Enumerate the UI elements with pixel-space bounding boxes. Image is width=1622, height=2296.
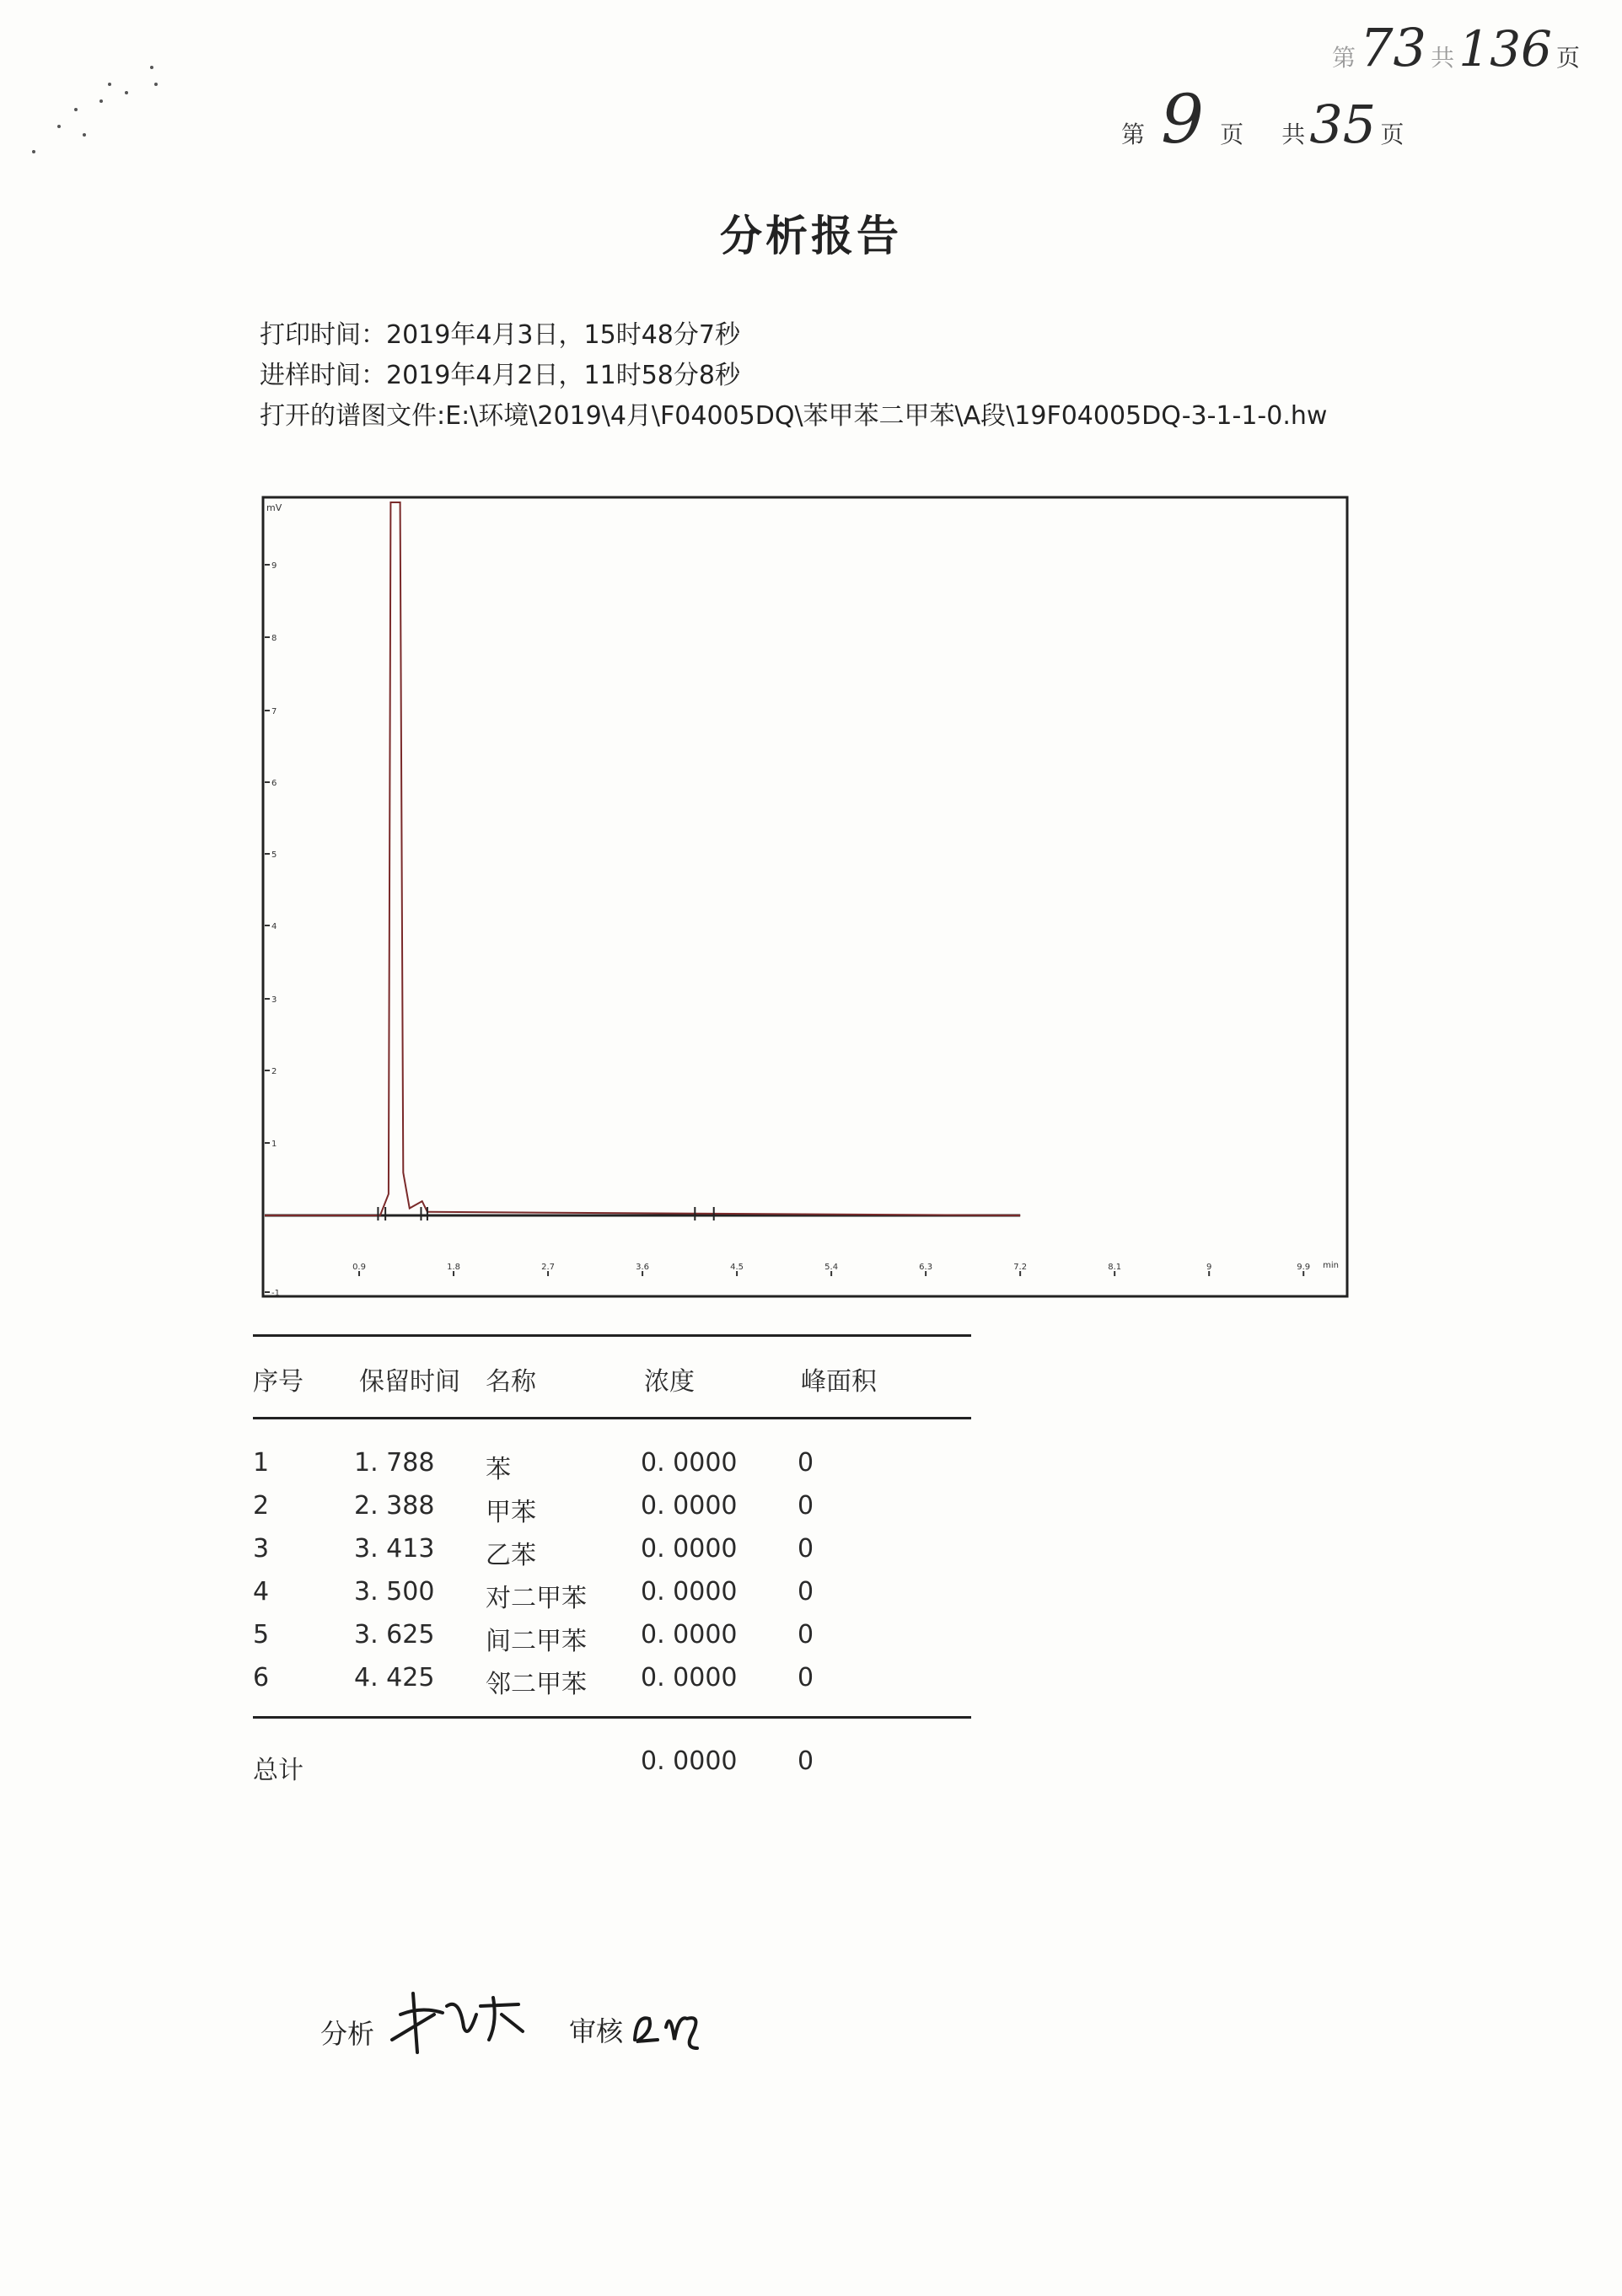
reviewer-label: 审核 [569, 2015, 624, 2047]
print-time-label: 打印时间： [260, 320, 386, 350]
table-cell: 3. 500 [354, 1577, 435, 1607]
table-cell: 0 [798, 1663, 814, 1692]
total-label: 总计 [253, 1756, 303, 1785]
file-label: 打开的谱图文件: [260, 401, 446, 431]
x-tick-label: 8.1 [1108, 1263, 1122, 1272]
x-tick-label: 6.3 [919, 1263, 933, 1272]
signal-trace [265, 502, 1020, 1215]
meta-block [260, 315, 1327, 437]
table-cell: 0 [798, 1620, 814, 1650]
print-time-value: 2019年4月3日，15时48分7秒 [386, 320, 740, 350]
inject-time-value: 2019年4月2日，11时58分8秒 [386, 361, 740, 390]
print-time-row [260, 315, 1327, 356]
table-header-cell: 峰面积 [801, 1367, 877, 1397]
table-cell: 3. 625 [354, 1620, 435, 1650]
x-tick-label: 3.6 [636, 1263, 650, 1272]
inject-time-label: 进样时间： [260, 361, 386, 390]
table-cell: 0. 0000 [641, 1448, 738, 1478]
page-word: 页 [1220, 121, 1244, 148]
table-cell: 0. 0000 [641, 1663, 738, 1692]
total-pages: 35 [1309, 94, 1377, 155]
table-cell: 3. 413 [354, 1534, 435, 1564]
corner-suffix: 页 [1556, 44, 1581, 72]
table-cell: 乙苯 [486, 1541, 536, 1570]
chromatogram-chart [261, 496, 1349, 1298]
total-peak-area: 0 [798, 1746, 814, 1776]
table-header-cell: 保留时间 [359, 1367, 460, 1397]
x-tick-label: 4.5 [730, 1263, 744, 1272]
inject-time-row [260, 356, 1327, 396]
x-tick-label: 1.8 [447, 1263, 460, 1272]
reviewer-signature [628, 1981, 712, 2057]
x-tick-label: 7.2 [1013, 1263, 1028, 1272]
y-tick-label: 4 [271, 922, 277, 931]
corner-prefix: 第 [1332, 44, 1356, 72]
y-axis-label: mV [266, 502, 282, 513]
table-cell: 4. 425 [354, 1663, 435, 1692]
table-top-rule [253, 1334, 971, 1337]
table-cell: 0. 0000 [641, 1491, 738, 1521]
table-header-cell: 浓度 [644, 1367, 695, 1397]
x-tick-label: 9.9 [1297, 1263, 1311, 1272]
page-prefix: 第 [1121, 121, 1146, 148]
table-cell: 对二甲苯 [486, 1584, 587, 1613]
page-title: 分析报告 [720, 212, 902, 260]
corner-total: 136 [1458, 20, 1552, 78]
page-counter [1121, 80, 1404, 158]
corner-page-num: 73 [1360, 17, 1427, 78]
table-header-rule [253, 1417, 971, 1419]
table-cell: 邻二甲苯 [486, 1670, 587, 1699]
x-tick-label: 0.9 [352, 1263, 366, 1272]
table-cell: 0. 0000 [641, 1577, 738, 1607]
table-cell: 0. 0000 [641, 1620, 738, 1650]
y-tick-label: 7 [271, 707, 277, 716]
table-cell: 间二甲苯 [486, 1627, 587, 1656]
analyst-signature [384, 1981, 527, 2057]
y-tick-label: 5 [271, 850, 277, 860]
total-concentration: 0. 0000 [641, 1746, 738, 1776]
table-cell: 0 [798, 1534, 814, 1564]
table-cell: 甲苯 [486, 1498, 536, 1527]
table-cell: 5 [253, 1620, 270, 1650]
table-cell: 0. 0000 [641, 1534, 738, 1564]
corner-page-note [1332, 17, 1580, 78]
chart-frame [263, 497, 1347, 1296]
total-word: 页 [1380, 121, 1404, 148]
table-cell: 0 [798, 1491, 814, 1521]
table-cell: 0 [798, 1577, 814, 1607]
y-tick-label: 6 [271, 779, 277, 788]
table-header-cell: 名称 [486, 1367, 536, 1397]
total-prefix: 共 [1281, 121, 1306, 148]
y-tick-label: 3 [271, 995, 277, 1005]
file-path: E:\环境\2019\4月\F04005DQ\苯甲苯二甲苯\A段\19F04005DQ-3-1-1-0.hw [445, 401, 1328, 431]
table-cell: 1 [253, 1448, 270, 1478]
x-tick-label: 5.4 [824, 1263, 839, 1272]
table-cell: 苯 [486, 1455, 511, 1484]
analyst-label: 分析 [320, 2018, 375, 2050]
table-cell: 0 [798, 1448, 814, 1478]
scan-speckles [25, 42, 177, 169]
x-tick-label: 2.7 [541, 1263, 556, 1272]
table-bottom-rule [253, 1716, 971, 1719]
table-cell: 2 [253, 1491, 270, 1521]
table-header-cell: 序号 [253, 1367, 303, 1397]
y-tick-label: 1 [271, 1140, 277, 1149]
table-cell: 4 [253, 1577, 270, 1607]
x-tick-label: 9 [1206, 1263, 1212, 1272]
x-axis-label: min [1323, 1261, 1339, 1270]
corner-middle: 共 [1431, 44, 1455, 72]
file-row [260, 396, 1327, 437]
y-tick-label: 2 [271, 1067, 277, 1076]
table-cell: 1. 788 [354, 1448, 435, 1478]
page-number: 9 [1161, 80, 1205, 158]
y-tick-label: -1 [271, 1289, 280, 1298]
table-cell: 6 [253, 1663, 270, 1692]
table-cell: 3 [253, 1534, 270, 1564]
table-cell: 2. 388 [354, 1491, 435, 1521]
y-tick-label: 9 [271, 561, 277, 571]
y-tick-label: 8 [271, 634, 277, 643]
